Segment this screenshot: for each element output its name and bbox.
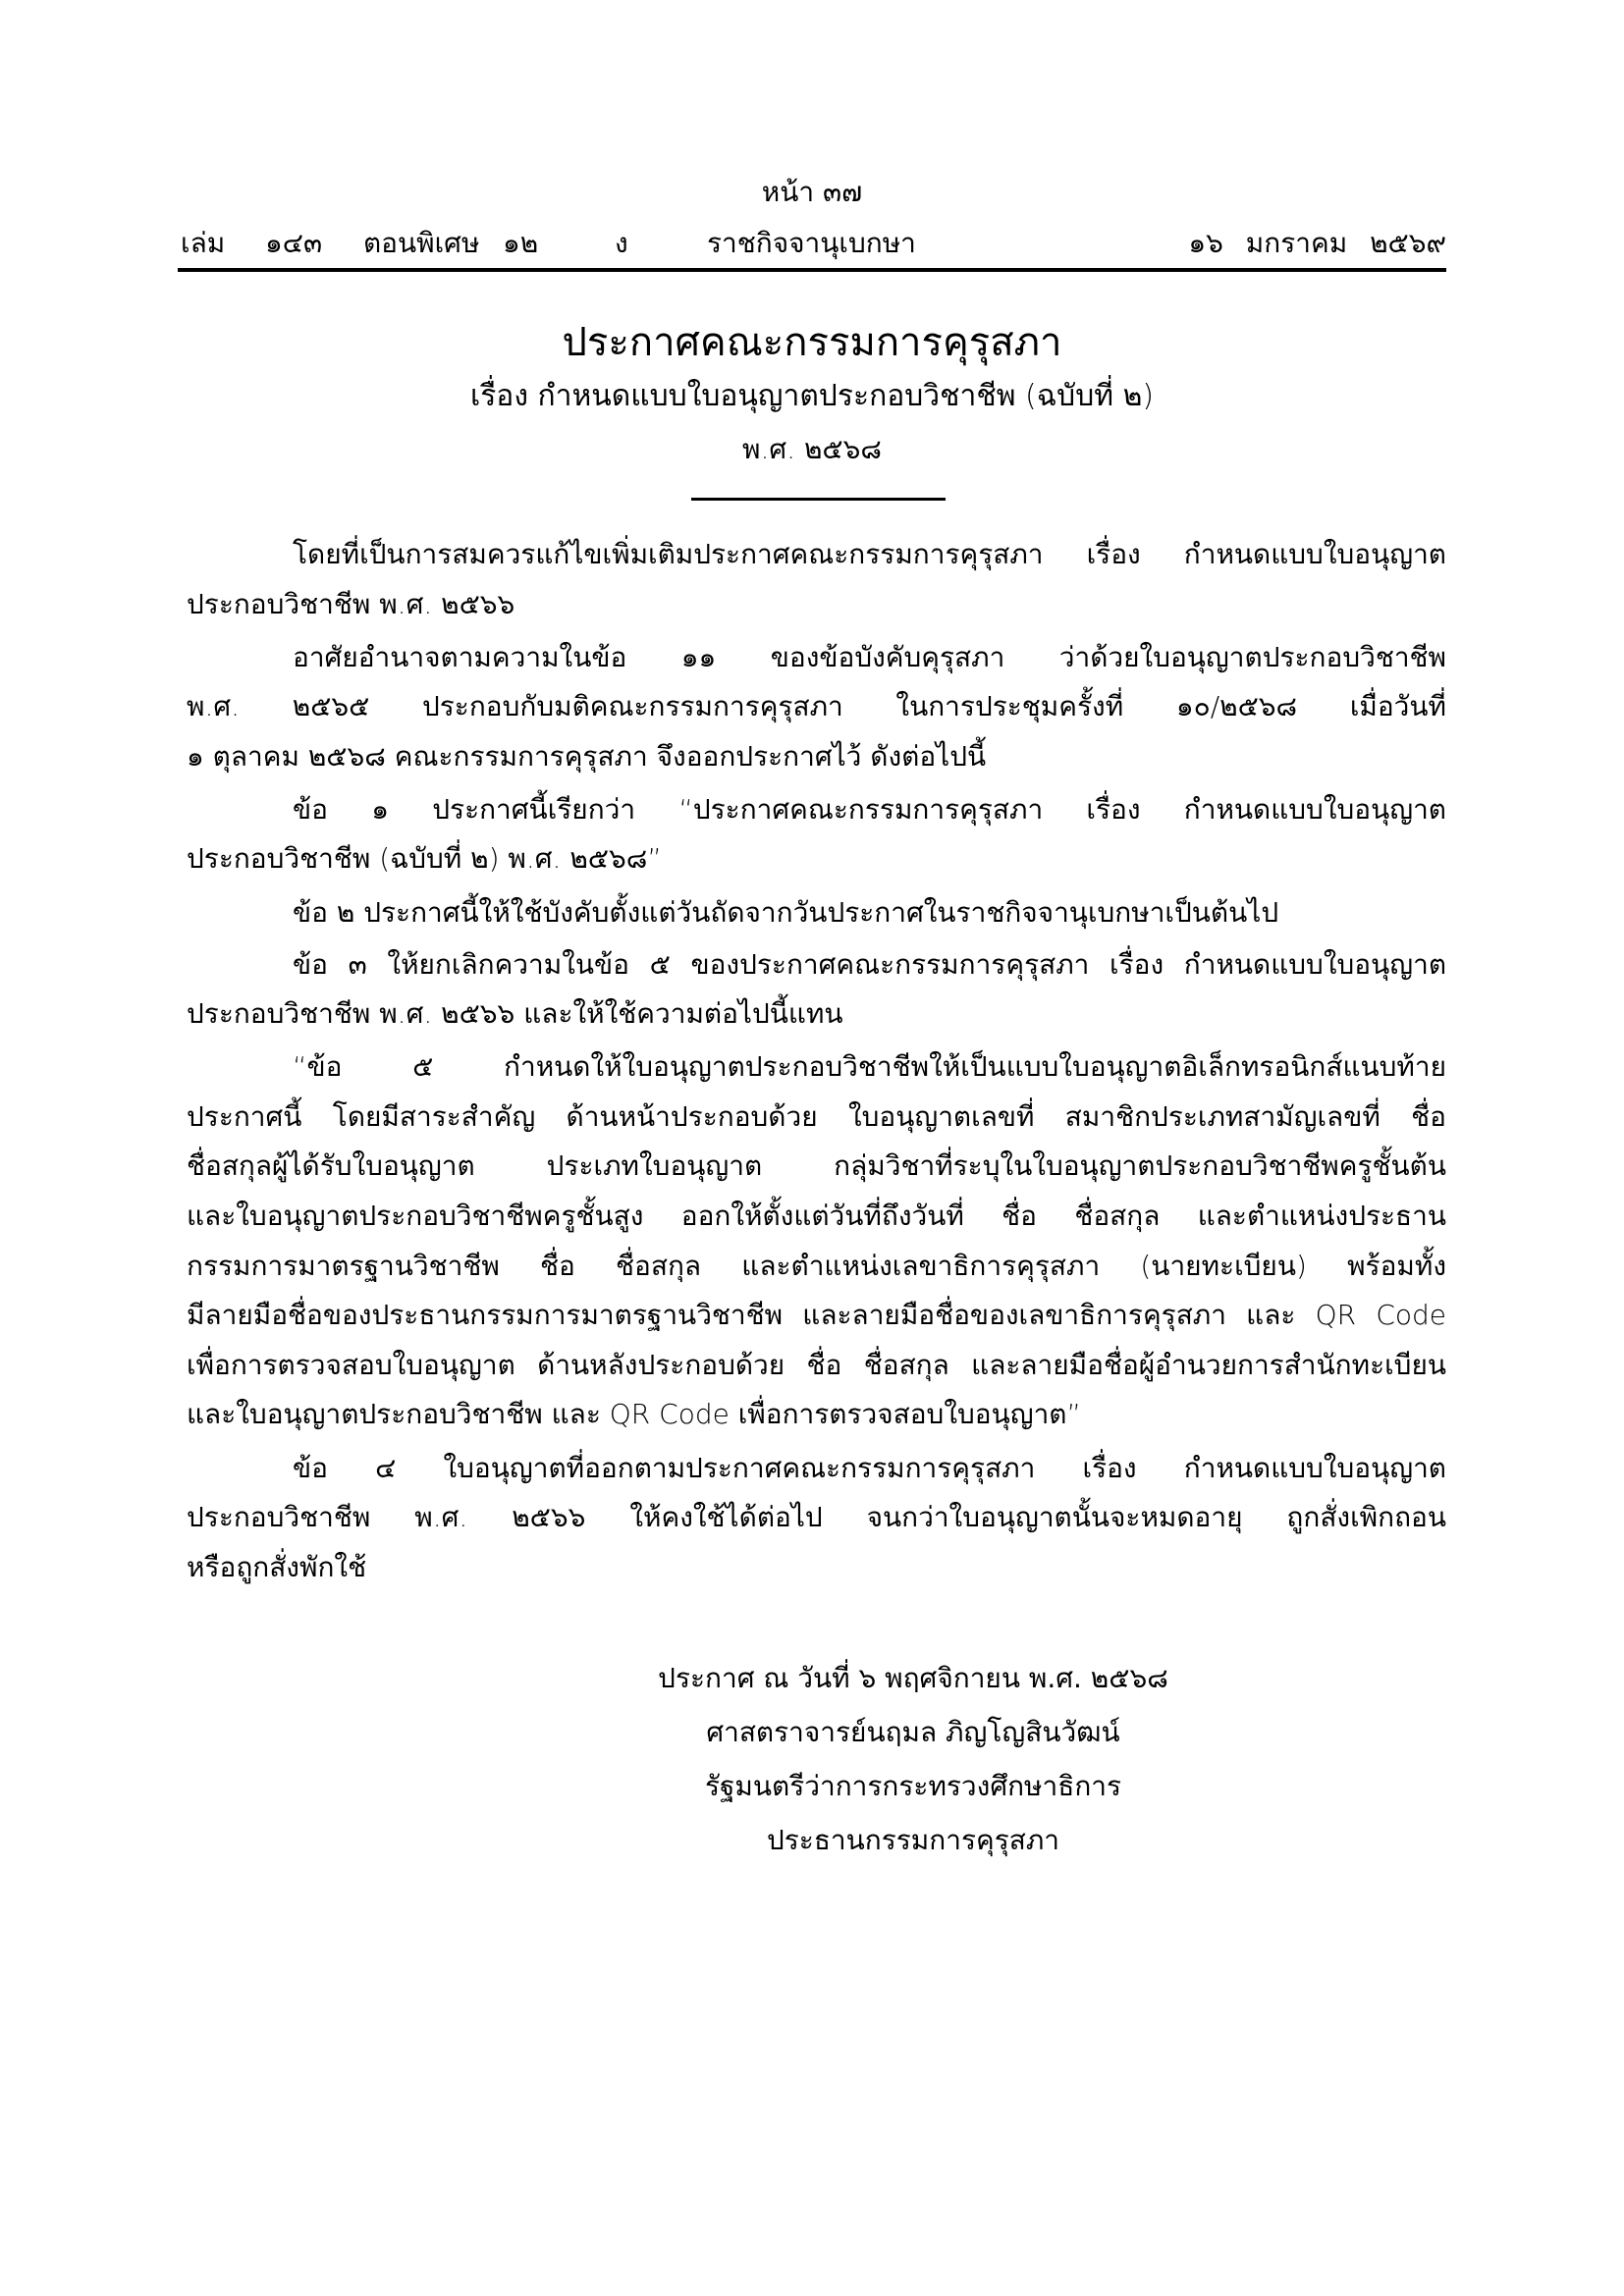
header-rule (178, 268, 1446, 272)
body-line: ประกอบวิชาชีพ พ.ศ. ๒๕๖๖ ให้คงใช้ได้ต่อไป จนกว่าใบอนุญาตนั้นจะหมดอายุ ถูกสั่งเพิกถอน (187, 1501, 1446, 1533)
body-line: ชื่อสกุลผู้ได้รับใบอนุญาต ประเภทใบอนุญาต กลุ่มวิชาที่ระบุในใบอนุญาตประกอบวิชาชีพครูชั้นต้น (187, 1149, 1446, 1182)
volume-number: ๑๔๓ (265, 227, 323, 259)
title-year: พ.ศ. ๒๕๖๘ (742, 433, 882, 465)
body-line: มีลายมือชื่อของประธานกรรมการมาตรฐานวิชาชีพ และลายมือชื่อของเลขาธิการคุรุสภา และ QR Code (187, 1299, 1446, 1331)
subject-line: เรื่อง กำหนดแบบใบอนุญาตประกอบวิชาชีพ (ฉบับที่ ๒) (469, 379, 1155, 413)
body-line: ประกาศนี้ โดยมีสาระสำคัญ ด้านหน้าประกอบด้วย ใบอนุญาตเลขที่ สมาชิกประเภทสามัญเลขที่ ชื่อ (187, 1100, 1446, 1133)
gazette-name: ราชกิจจานุเบกษา (707, 227, 916, 259)
page-title: ประกาศคณะกรรมการคุรุสภา (562, 320, 1062, 365)
gazette-date: ๑๖ มกราคม ๒๕๖๙ (1188, 227, 1446, 259)
body-line: ประกอบวิชาชีพ พ.ศ. ๒๕๖๖ (187, 588, 515, 620)
page-number: หน้า ๓๗ (761, 176, 863, 208)
title-rule (691, 498, 946, 501)
clause-3-line: ข้อ ๓ ให้ยกเลิกความในข้อ ๕ ของประกาศคณะกรรมการคุรุสภา เรื่อง กำหนดแบบใบอนุญาต (293, 948, 1446, 981)
body-line: ประกอบวิชาชีพ (ฉบับที่ ๒) พ.ศ. ๒๕๖๘” (187, 842, 662, 875)
clause-2-line: ข้อ ๒ ประกาศนี้ให้ใช้บังคับตั้งแต่วันถัดจากวันประกาศในราชกิจจานุเบกษาเป็นต้นไป (293, 896, 1279, 929)
body-line: และใบอนุญาตประกอบวิชาชีพ และ QR Code เพื่อการตรวจสอบใบอนุญาต” (187, 1398, 1081, 1430)
clause-5-quote-line: “ข้อ ๕ กำหนดให้ใบอนุญาตประกอบวิชาชีพให้เป็นแบบใบอนุญาตอิเล็กทรอนิกส์แนบท้าย (293, 1050, 1446, 1083)
body-line: กรรมการมาตรฐานวิชาชีพ ชื่อ ชื่อสกุล และตำแหน่งเลขาธิการคุรุสภา (นายทะเบียน) พร้อมทั้ง (187, 1250, 1446, 1282)
signatory-role: ประธานกรรมการคุรุสภา (766, 1824, 1060, 1856)
signatory-name: ศาสตราจารย์นฤมล ภิญโญสินวัฒน์ (706, 1716, 1120, 1748)
section-label: ตอนพิเศษ (363, 227, 480, 259)
body-line: ประกอบวิชาชีพ พ.ศ. ๒๕๖๖ และให้ใช้ความต่อไปนี้แทน (187, 997, 843, 1030)
body-line: โดยที่เป็นการสมควรแก้ไขเพิ่มเติมประกาศคณะกรรมการคุรุสภา เรื่อง กำหนดแบบใบอนุญาต (293, 538, 1446, 570)
body-line: และใบอนุญาตประกอบวิชาชีพครูชั้นสูง ออกให้ตั้งแต่วันที่ถึงวันที่ ชื่อ ชื่อสกุล และตำแหน่งประธาน (187, 1200, 1446, 1232)
body-line: ๑ ตุลาคม ๒๕๖๘ คณะกรรมการคุรุสภา จึงออกประกาศไว้ ดังต่อไปนี้ (187, 740, 987, 773)
body-line: เพื่อการตรวจสอบใบอนุญาต ด้านหลังประกอบด้วย ชื่อ ชื่อสกุล และลายมือชื่อผู้อำนวยการสำนักทะเบียน (187, 1349, 1446, 1381)
clause-4-line: ข้อ ๔ ใบอนุญาตที่ออกตามประกาศคณะกรรมการคุรุสภา เรื่อง กำหนดแบบใบอนุญาต (293, 1452, 1446, 1484)
signatory-position: รัฐมนตรีว่าการกระทรวงศึกษาธิการ (704, 1770, 1122, 1802)
clause-1-line: ข้อ ๑ ประกาศนี้เรียกว่า “ประกาศคณะกรรมการคุรุสภา เรื่อง กำหนดแบบใบอนุญาต (293, 793, 1446, 826)
body-line: หรือถูกสั่งพักใช้ (187, 1551, 367, 1583)
body-line: พ.ศ. ๒๕๖๕ ประกอบกับมติคณะกรรมการคุรุสภา ในการประชุมครั้งที่ ๑๐/๒๕๖๘ เมื่อวันที่ (187, 690, 1446, 722)
section-number: ๑๒ (503, 227, 539, 259)
volume-label: เล่ม (181, 227, 226, 259)
body-line: อาศัยอำนาจตามความในข้อ ๑๑ ของข้อบังคับคุรุสภา ว่าด้วยใบอนุญาตประกอบวิชาชีพ (293, 641, 1446, 673)
section-letter: ง (615, 227, 628, 259)
announcement-date: ประกาศ ณ วันที่ ๖ พฤศจิกายน พ.ศ. ๒๕๖๘ (658, 1662, 1168, 1694)
